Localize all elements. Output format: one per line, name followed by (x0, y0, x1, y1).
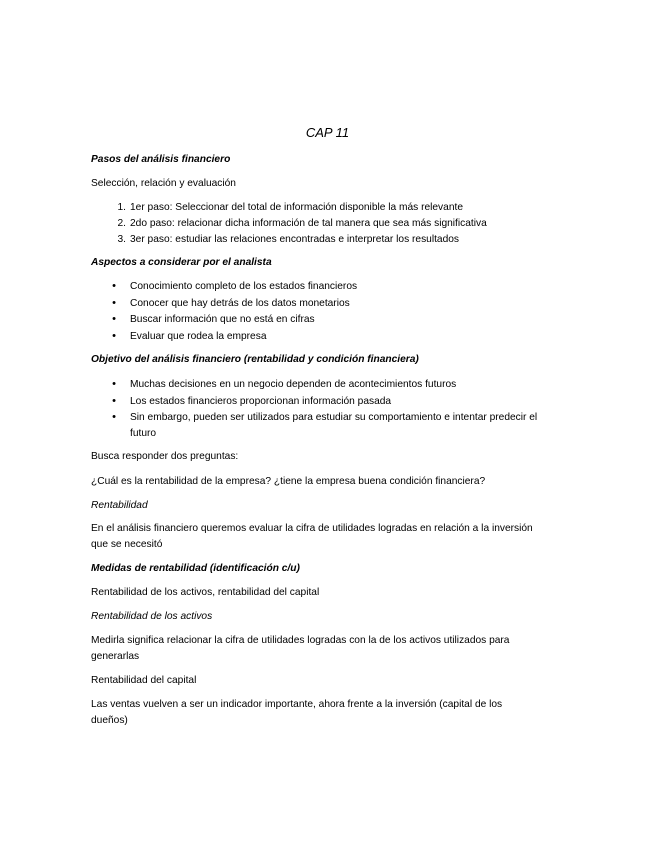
paragraph-activos: Medirla significa relacionar la cifra de utilidades logradas con la de los activos utilizados para (91, 635, 510, 646)
paragraph-seleccion: Selección, relación y evaluación (91, 178, 236, 189)
list-item: Evaluar que rodea la empresa (130, 331, 267, 342)
paragraph-activos-cont: generarlas (91, 651, 140, 662)
paragraph-ventas-cont: dueños) (91, 715, 128, 726)
paragraph-rentabilidad: En el análisis financiero queremos evaluar la cifra de utilidades logradas en relación a la inversión (91, 523, 533, 534)
paragraph-rentabilidad-cont: que se necesitó (91, 539, 163, 550)
subheading-rentabilidad: Rentabilidad (91, 500, 148, 511)
bullet-icon: • (112, 378, 116, 390)
bullet-icon: • (112, 280, 116, 292)
page-title: CAP 11 (305, 125, 350, 140)
subheading-rentabilidad-activos: Rentabilidad de los activos (91, 611, 213, 622)
list-item: Conocer que hay detrás de los datos monetarios (130, 298, 350, 309)
list-item-continuation: futuro (130, 428, 157, 439)
section-heading-aspectos: Aspectos a considerar por el analista (91, 257, 272, 268)
section-heading-pasos: Pasos del análisis financiero (91, 154, 231, 165)
bullet-icon: • (112, 330, 116, 342)
paragraph-medidas: Rentabilidad de los activos, rentabilidad del capital (91, 587, 320, 598)
list-item: Sin embargo, pueden ser utilizados para estudiar su comportamiento e intentar predecir el (130, 412, 538, 423)
list-item: Buscar información que no está en cifras (130, 314, 315, 325)
list-number: 2. (117, 218, 126, 229)
bullet-icon: • (112, 395, 116, 407)
paragraph-ventas: Las ventas vuelven a ser un indicador importante, ahora frente a la inversión (capital de los (91, 699, 503, 710)
list-number: 3. (117, 234, 126, 245)
list-item: 2do paso: relacionar dicha información de tal manera que sea más significativa (130, 218, 487, 229)
paragraph-preguntas: ¿Cuál es la rentabilidad de la empresa? ¿tiene la empresa buena condición financiera? (91, 476, 486, 487)
paragraph-busca: Busca responder dos preguntas: (91, 451, 239, 462)
list-item: Muchas decisiones en un negocio dependen de acontecimientos futuros (130, 379, 457, 390)
list-item: Los estados financieros proporcionan información pasada (130, 396, 392, 407)
bullet-icon: • (112, 297, 116, 309)
list-item: Conocimiento completo de los estados financieros (130, 281, 358, 292)
list-item: 1er paso: Seleccionar del total de información disponible la más relevante (130, 202, 463, 213)
section-heading-medidas: Medidas de rentabilidad (identificación c/u) (91, 563, 300, 574)
list-number: 1. (117, 202, 126, 213)
section-heading-objetivo: Objetivo del análisis financiero (rentabilidad y condición financiera) (91, 354, 419, 365)
paragraph-rentabilidad-capital: Rentabilidad del capital (91, 675, 197, 686)
list-item: 3er paso: estudiar las relaciones encontradas e interpretar los resultados (130, 234, 460, 245)
bullet-icon: • (112, 313, 116, 325)
bullet-icon: • (112, 411, 116, 423)
